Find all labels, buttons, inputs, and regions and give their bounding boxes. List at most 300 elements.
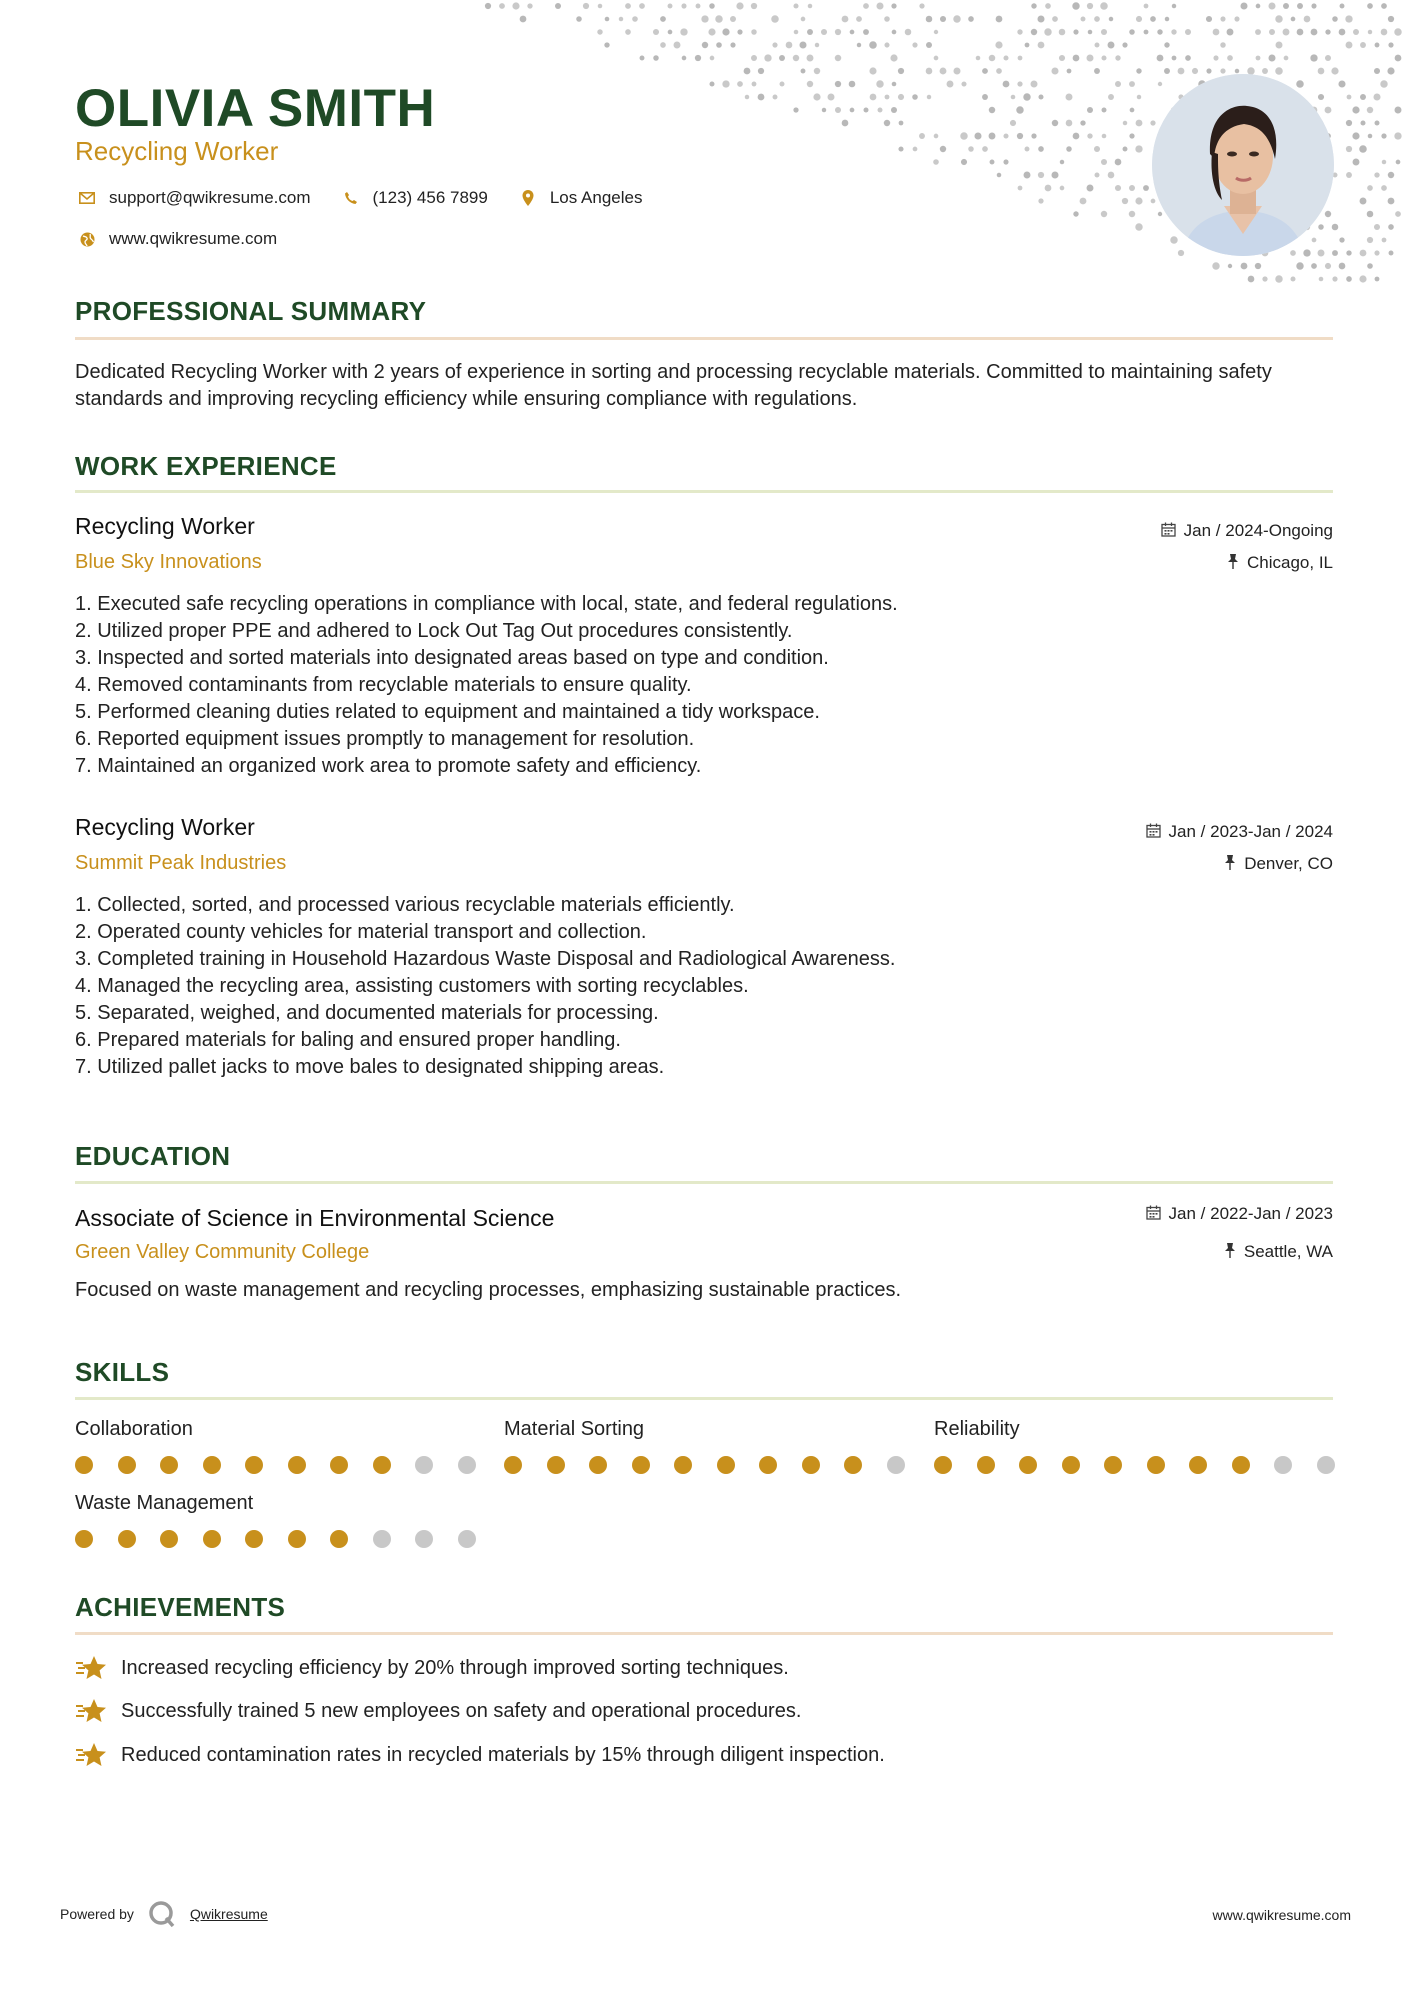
summary-text: Dedicated Recycling Worker with 2 years of experience in sorting and processing recyclable materials. Committed to maintaining safety standards and improving recycling efficiency while ensuring compliance with regulations. — [75, 361, 1272, 410]
rating-dot-filled — [1232, 1456, 1250, 1474]
decorative-dot — [485, 3, 491, 9]
decorative-dot — [856, 16, 862, 22]
school-name: Green Valley Community College — [75, 1241, 370, 1263]
decorative-dot — [1234, 16, 1239, 21]
achievement-item — [75, 1654, 789, 1682]
decorative-dot — [1102, 134, 1107, 139]
decorative-dot — [1367, 211, 1374, 218]
decorative-dot — [1338, 80, 1345, 87]
decorative-dot — [1347, 95, 1352, 100]
decorative-dot — [1389, 251, 1394, 256]
email-link[interactable]: support@qwikresume.com — [109, 188, 311, 207]
decorative-dot — [1381, 185, 1387, 191]
decorative-dot — [1227, 55, 1233, 61]
decorative-dot — [1318, 250, 1325, 257]
decorative-dot — [1157, 55, 1164, 62]
decorative-dot — [1311, 29, 1318, 36]
rating-dot-filled — [118, 1456, 136, 1474]
decorative-dot — [1275, 15, 1282, 22]
decorative-dot — [576, 16, 582, 22]
decorative-dot — [1143, 185, 1149, 191]
decorative-dot — [1381, 133, 1386, 138]
decorative-dot — [625, 3, 631, 9]
section-divider — [75, 337, 1333, 340]
decorative-dot — [1025, 147, 1030, 152]
decorative-dot — [1359, 145, 1367, 153]
decorative-dot — [709, 81, 714, 86]
decorative-dot — [1332, 16, 1338, 22]
decorative-dot — [1059, 29, 1066, 36]
rating-dot-empty — [373, 1530, 391, 1548]
decorative-dot — [885, 95, 890, 100]
decorative-dot — [1311, 3, 1316, 8]
decorative-dot — [597, 29, 602, 34]
decorative-dot — [1129, 29, 1135, 35]
decorative-dot — [876, 80, 883, 87]
rating-dot-filled — [330, 1530, 348, 1548]
job-dates — [1146, 822, 1333, 842]
decorative-dot — [1395, 55, 1402, 62]
qwikresume-link[interactable]: Qwikresume — [189, 1906, 268, 1922]
rating-dot-filled — [547, 1456, 565, 1474]
decorative-dot — [1150, 120, 1155, 125]
rating-dot-filled — [75, 1530, 93, 1548]
company-name: Blue Sky Innovations — [75, 551, 262, 573]
decorative-dot — [1220, 42, 1226, 48]
decorative-dot — [1178, 250, 1184, 256]
rating-dot-filled — [1062, 1456, 1080, 1474]
achievement-text: Reduced contamination rates in recycled materials by 15% through diligent inspection. — [121, 1743, 885, 1766]
decorative-dot — [996, 16, 1003, 23]
decorative-dot — [1297, 29, 1304, 36]
decorative-dot — [1101, 211, 1107, 217]
decorative-dot — [1345, 15, 1352, 22]
decorative-dot — [1318, 94, 1324, 100]
decorative-dot — [764, 54, 771, 61]
decorative-dot — [653, 55, 658, 60]
decorative-dot — [1318, 224, 1324, 230]
decorative-dot — [1115, 81, 1121, 87]
decorative-dot — [934, 30, 938, 34]
decorative-dot — [583, 3, 589, 9]
candidate-name: OLIVIA SMITH — [75, 79, 436, 138]
decorative-dot — [680, 28, 687, 35]
decorative-dot — [1080, 198, 1087, 205]
map-pin-icon — [516, 190, 540, 206]
decorative-dot — [1170, 236, 1177, 243]
decorative-dot — [709, 3, 715, 9]
decorative-dot — [1395, 107, 1402, 114]
decorative-dot — [1296, 80, 1304, 88]
decorative-dot — [1368, 30, 1372, 34]
decorative-dot — [730, 42, 735, 47]
decorative-dot — [1018, 186, 1023, 191]
decorative-dot — [815, 43, 819, 47]
decorative-dot — [1016, 106, 1023, 113]
decorative-dot — [1130, 108, 1135, 113]
decorative-dot — [807, 81, 813, 87]
decorative-dot — [814, 68, 820, 74]
decorative-dot — [1031, 29, 1037, 35]
decorative-dot — [1080, 120, 1085, 125]
decorative-dot — [1109, 17, 1113, 21]
decorative-dot — [1220, 16, 1225, 21]
decorative-dot — [737, 29, 742, 34]
skill-label: Collaboration — [75, 1418, 193, 1440]
decorative-dot — [822, 108, 826, 112]
achievement-text: Successfully trained 5 new employees on safety and operational procedures. — [121, 1699, 802, 1722]
decorative-dot — [1360, 42, 1366, 48]
decorative-dot — [1129, 133, 1134, 138]
section-divider — [75, 1632, 1333, 1635]
decorative-dot — [1248, 276, 1255, 283]
list-item: 7. Utilized pallet jacks to move bales to designated shipping areas. — [75, 1056, 665, 1078]
decorative-dot — [892, 82, 897, 87]
decorative-dot — [722, 80, 729, 87]
decorative-dot — [863, 107, 868, 112]
decorative-dot — [758, 68, 764, 74]
decorative-dot — [660, 16, 666, 22]
calendar-icon — [1161, 522, 1176, 541]
rating-dot-empty — [1317, 1456, 1335, 1474]
rating-dot-filled — [245, 1456, 263, 1474]
decorative-dot — [1268, 54, 1275, 61]
decorative-dot — [876, 2, 883, 9]
decorative-dot — [1060, 186, 1065, 191]
decorative-dot — [1304, 16, 1311, 23]
rating-dot-filled — [245, 1530, 263, 1548]
decorative-dot — [1360, 198, 1367, 205]
skill-label: Material Sorting — [504, 1418, 645, 1440]
decorative-dot — [1185, 29, 1191, 35]
decorative-dot — [1382, 160, 1386, 164]
decorative-dot — [1052, 120, 1058, 126]
decorative-dot — [1396, 160, 1401, 165]
decorative-dot — [808, 4, 813, 9]
decorative-dot — [1123, 147, 1128, 152]
decorative-dot — [1129, 81, 1135, 87]
decorative-dot — [1291, 17, 1296, 22]
decorative-dot — [807, 55, 814, 62]
decorative-dot — [801, 17, 806, 22]
decorative-dot — [1228, 264, 1232, 268]
decorative-dot — [1235, 69, 1239, 73]
decorative-dot — [1367, 263, 1373, 269]
rating-dot-filled — [288, 1530, 306, 1548]
decorative-dot — [1135, 197, 1142, 204]
decorative-dot — [722, 28, 729, 35]
decorative-dot — [751, 55, 757, 61]
decorative-dot — [813, 93, 820, 100]
decorative-dot — [850, 108, 855, 113]
decorative-dot — [1375, 277, 1380, 282]
list-item: 5. Performed cleaning duties related to equipment and maintained a tidy workspace. — [75, 701, 820, 723]
decorative-dot — [891, 107, 897, 113]
section-title-education: EDUCATION — [75, 1141, 231, 1171]
decorative-dot — [1283, 29, 1290, 36]
decorative-dot — [1367, 107, 1373, 113]
decorative-dot — [1394, 132, 1401, 139]
decorative-dot — [639, 3, 645, 9]
decorative-dot — [1066, 146, 1072, 152]
decorative-dot — [1011, 95, 1016, 100]
decorative-dot — [1310, 54, 1317, 61]
decorative-dot — [1382, 238, 1387, 243]
decorative-dot — [1395, 211, 1401, 217]
decorative-dot — [1137, 95, 1141, 99]
decorative-dot — [1367, 237, 1373, 243]
decorative-dot — [1003, 81, 1010, 88]
decorative-dot — [1290, 276, 1295, 281]
footer-website[interactable]: www.qwikresume.com — [1212, 1907, 1351, 1923]
decorative-dot — [1332, 250, 1338, 256]
decorative-dot — [1066, 94, 1073, 101]
rating-dot-filled — [288, 1456, 306, 1474]
decorative-dot — [1381, 3, 1387, 9]
decorative-dot — [1157, 29, 1162, 34]
star-badge-icon — [75, 1741, 107, 1769]
decorative-dot — [1346, 146, 1352, 152]
decorative-dot — [1086, 54, 1093, 61]
decorative-dot — [1037, 15, 1044, 22]
list-item: 2. Operated county vehicles for material transport and collection. — [75, 921, 647, 943]
decorative-dot — [1044, 28, 1051, 35]
job-dates — [1161, 521, 1333, 541]
decorative-dot — [912, 42, 917, 47]
job-bullets — [75, 591, 1275, 780]
decorative-dot — [1144, 4, 1149, 9]
skill-rating — [934, 1456, 1359, 1474]
job-title: Recycling Worker — [75, 814, 255, 840]
decorative-dot — [660, 42, 666, 48]
contact-row — [75, 188, 660, 208]
decorative-dot — [1164, 42, 1169, 47]
decorative-dot — [947, 81, 954, 88]
decorative-dot — [801, 69, 806, 74]
decorative-dot — [1115, 55, 1120, 60]
decorative-dot — [640, 56, 645, 61]
decorative-dot — [1087, 133, 1092, 138]
decorative-dot — [989, 133, 996, 140]
decorative-dot — [960, 132, 968, 140]
decorative-dot — [793, 107, 798, 112]
envelope-icon — [75, 192, 99, 204]
decorative-dot — [1388, 224, 1394, 230]
decorative-dot — [1164, 68, 1170, 74]
decorative-dot — [990, 160, 995, 165]
decorative-dot — [1212, 262, 1219, 269]
decorative-dot — [968, 16, 974, 22]
list-item: 4. Managed the recycling area, assisting customers with sorting recyclables. — [75, 975, 749, 997]
decorative-dot — [1213, 29, 1220, 36]
decorative-dot — [934, 56, 939, 61]
rating-dot-filled — [977, 1456, 995, 1474]
decorative-dot — [780, 82, 785, 87]
decorative-dot — [1325, 263, 1331, 269]
degree-title: Associate of Science in Environmental Science — [75, 1205, 555, 1231]
decorative-dot — [1185, 55, 1191, 61]
decorative-dot — [520, 16, 527, 23]
section-divider — [75, 1181, 1333, 1184]
decorative-dot — [1094, 172, 1099, 177]
decorative-dot — [1038, 146, 1044, 152]
globe-icon — [75, 232, 99, 247]
decorative-dot — [835, 107, 841, 113]
decorative-dot — [773, 95, 778, 100]
decorative-dot — [779, 55, 785, 61]
calendar-icon — [1146, 1205, 1161, 1224]
skill-rating — [75, 1530, 500, 1548]
decorative-dot — [1331, 67, 1338, 74]
website-link[interactable]: www.qwikresume.com — [109, 229, 278, 248]
decorative-dot — [1171, 29, 1176, 34]
decorative-dot — [1172, 4, 1176, 8]
decorative-dot — [1256, 4, 1261, 9]
decorative-dot — [1038, 172, 1044, 178]
job-dates-text: Jan / 2024-Ongoing — [1183, 521, 1333, 540]
decorative-dot — [1332, 276, 1337, 281]
decorative-dot — [1003, 55, 1008, 60]
decorative-dot — [1325, 107, 1332, 114]
decorative-dot — [1101, 55, 1106, 60]
decorative-dot — [668, 30, 673, 35]
star-badge-icon — [75, 1654, 107, 1682]
decorative-dot — [716, 42, 722, 48]
decorative-dot — [681, 3, 686, 8]
decorative-dot — [1094, 16, 1100, 22]
decorative-dot — [1129, 185, 1135, 191]
decorative-dot — [1081, 17, 1086, 22]
decorative-dot — [927, 95, 931, 99]
decorative-dot — [1017, 81, 1022, 86]
decorative-dot — [1312, 238, 1317, 243]
decorative-dot — [1339, 237, 1344, 242]
decorative-dot — [1290, 250, 1296, 256]
decorative-dot — [605, 17, 610, 22]
list-item: 3. Inspected and sorted materials into designated areas based on type and condition. — [75, 647, 829, 669]
rating-dot-filled — [75, 1456, 93, 1474]
rating-dot-empty — [1274, 1456, 1292, 1474]
rating-dot-filled — [330, 1456, 348, 1474]
rating-dot-filled — [589, 1456, 607, 1474]
decorative-dot — [919, 3, 924, 8]
decorative-dot — [512, 2, 519, 9]
rating-dot-empty — [458, 1456, 476, 1474]
rating-dot-filled — [1147, 1456, 1165, 1474]
decorative-dot — [974, 132, 981, 139]
decorative-dot — [982, 146, 988, 152]
decorative-dot — [1088, 30, 1093, 35]
decorative-dot — [1388, 42, 1393, 47]
decorative-dot — [1325, 55, 1331, 61]
decorative-dot — [1192, 68, 1198, 74]
decorative-dot — [898, 94, 904, 100]
decorative-dot — [695, 55, 701, 61]
decorative-dot — [1067, 69, 1072, 74]
decorative-dot — [598, 4, 603, 9]
decorative-dot — [1135, 223, 1142, 230]
decorative-dot — [842, 120, 849, 127]
decorative-dot — [1374, 250, 1379, 255]
education-location-text: Seattle, WA — [1243, 1242, 1333, 1261]
decorative-dot — [1332, 224, 1339, 231]
decorative-dot — [1066, 120, 1073, 127]
decorative-dot — [1318, 68, 1325, 75]
decorative-dot — [737, 81, 743, 87]
job-location — [1224, 854, 1333, 874]
decorative-dot — [1325, 29, 1330, 34]
decorative-dot — [1255, 29, 1261, 35]
decorative-dot — [1303, 249, 1310, 256]
rating-dot-filled — [1019, 1456, 1037, 1474]
decorative-dot — [961, 159, 967, 165]
list-item: 3. Completed training in Household Hazardous Waste Disposal and Radiological Awareness. — [75, 948, 896, 970]
decorative-dot — [1031, 133, 1036, 138]
decorative-dot — [1115, 185, 1121, 191]
education-dates-text: Jan / 2022-Jan / 2023 — [1168, 1204, 1333, 1223]
decorative-dot — [1241, 263, 1248, 270]
achievement-item — [75, 1697, 801, 1725]
decorative-dot — [708, 28, 715, 35]
decorative-dot — [1340, 4, 1345, 9]
rating-dot-filled — [934, 1456, 952, 1474]
rating-dot-filled — [373, 1456, 391, 1474]
decorative-dot — [1381, 29, 1388, 36]
decorative-dot — [1360, 250, 1367, 257]
decorative-dot — [1240, 2, 1247, 9]
pushpin-icon — [1224, 1243, 1236, 1262]
decorative-dot — [1073, 29, 1078, 34]
rating-dot-empty — [887, 1456, 905, 1474]
decorative-dot — [835, 29, 841, 35]
decorative-dot — [884, 120, 890, 126]
decorative-dot — [849, 81, 856, 88]
rating-dot-filled — [802, 1456, 820, 1474]
decorative-dot — [1108, 172, 1115, 179]
decorative-dot — [1373, 93, 1380, 100]
decorative-dot — [1018, 56, 1023, 61]
decorative-dot — [1319, 277, 1324, 282]
decorative-dot — [799, 41, 806, 48]
decorative-dot — [1346, 276, 1352, 282]
decorative-dot — [1297, 3, 1303, 9]
section-title-experience: WORK EXPERIENCE — [75, 451, 337, 481]
decorative-dot — [1374, 68, 1380, 74]
decorative-dot — [1052, 16, 1058, 22]
decorative-dot — [1095, 43, 1100, 48]
decorative-dot — [1353, 159, 1360, 166]
decorative-dot — [653, 29, 659, 35]
decorative-dot — [1135, 145, 1142, 152]
decorative-dot — [744, 68, 751, 75]
decorative-dot — [1101, 159, 1107, 165]
list-item: 5. Separated, weighed, and documented materials for processing. — [75, 1002, 659, 1024]
list-item: 4. Removed contaminants from recyclable materials to ensure quality. — [75, 674, 692, 696]
decorative-dot — [1227, 29, 1234, 36]
decorative-dot — [794, 30, 799, 35]
section-divider — [75, 490, 1333, 493]
decorative-dot — [898, 146, 903, 151]
skill-label: Reliability — [934, 1418, 1020, 1440]
decorative-dot — [1388, 16, 1394, 22]
location-text: Los Angeles — [549, 188, 643, 207]
decorative-dot — [982, 68, 988, 74]
decorative-dot — [668, 4, 673, 9]
decorative-dot — [751, 29, 757, 35]
rating-dot-filled — [504, 1456, 522, 1474]
decorative-dot — [715, 15, 722, 22]
education-dates — [1146, 1204, 1333, 1224]
